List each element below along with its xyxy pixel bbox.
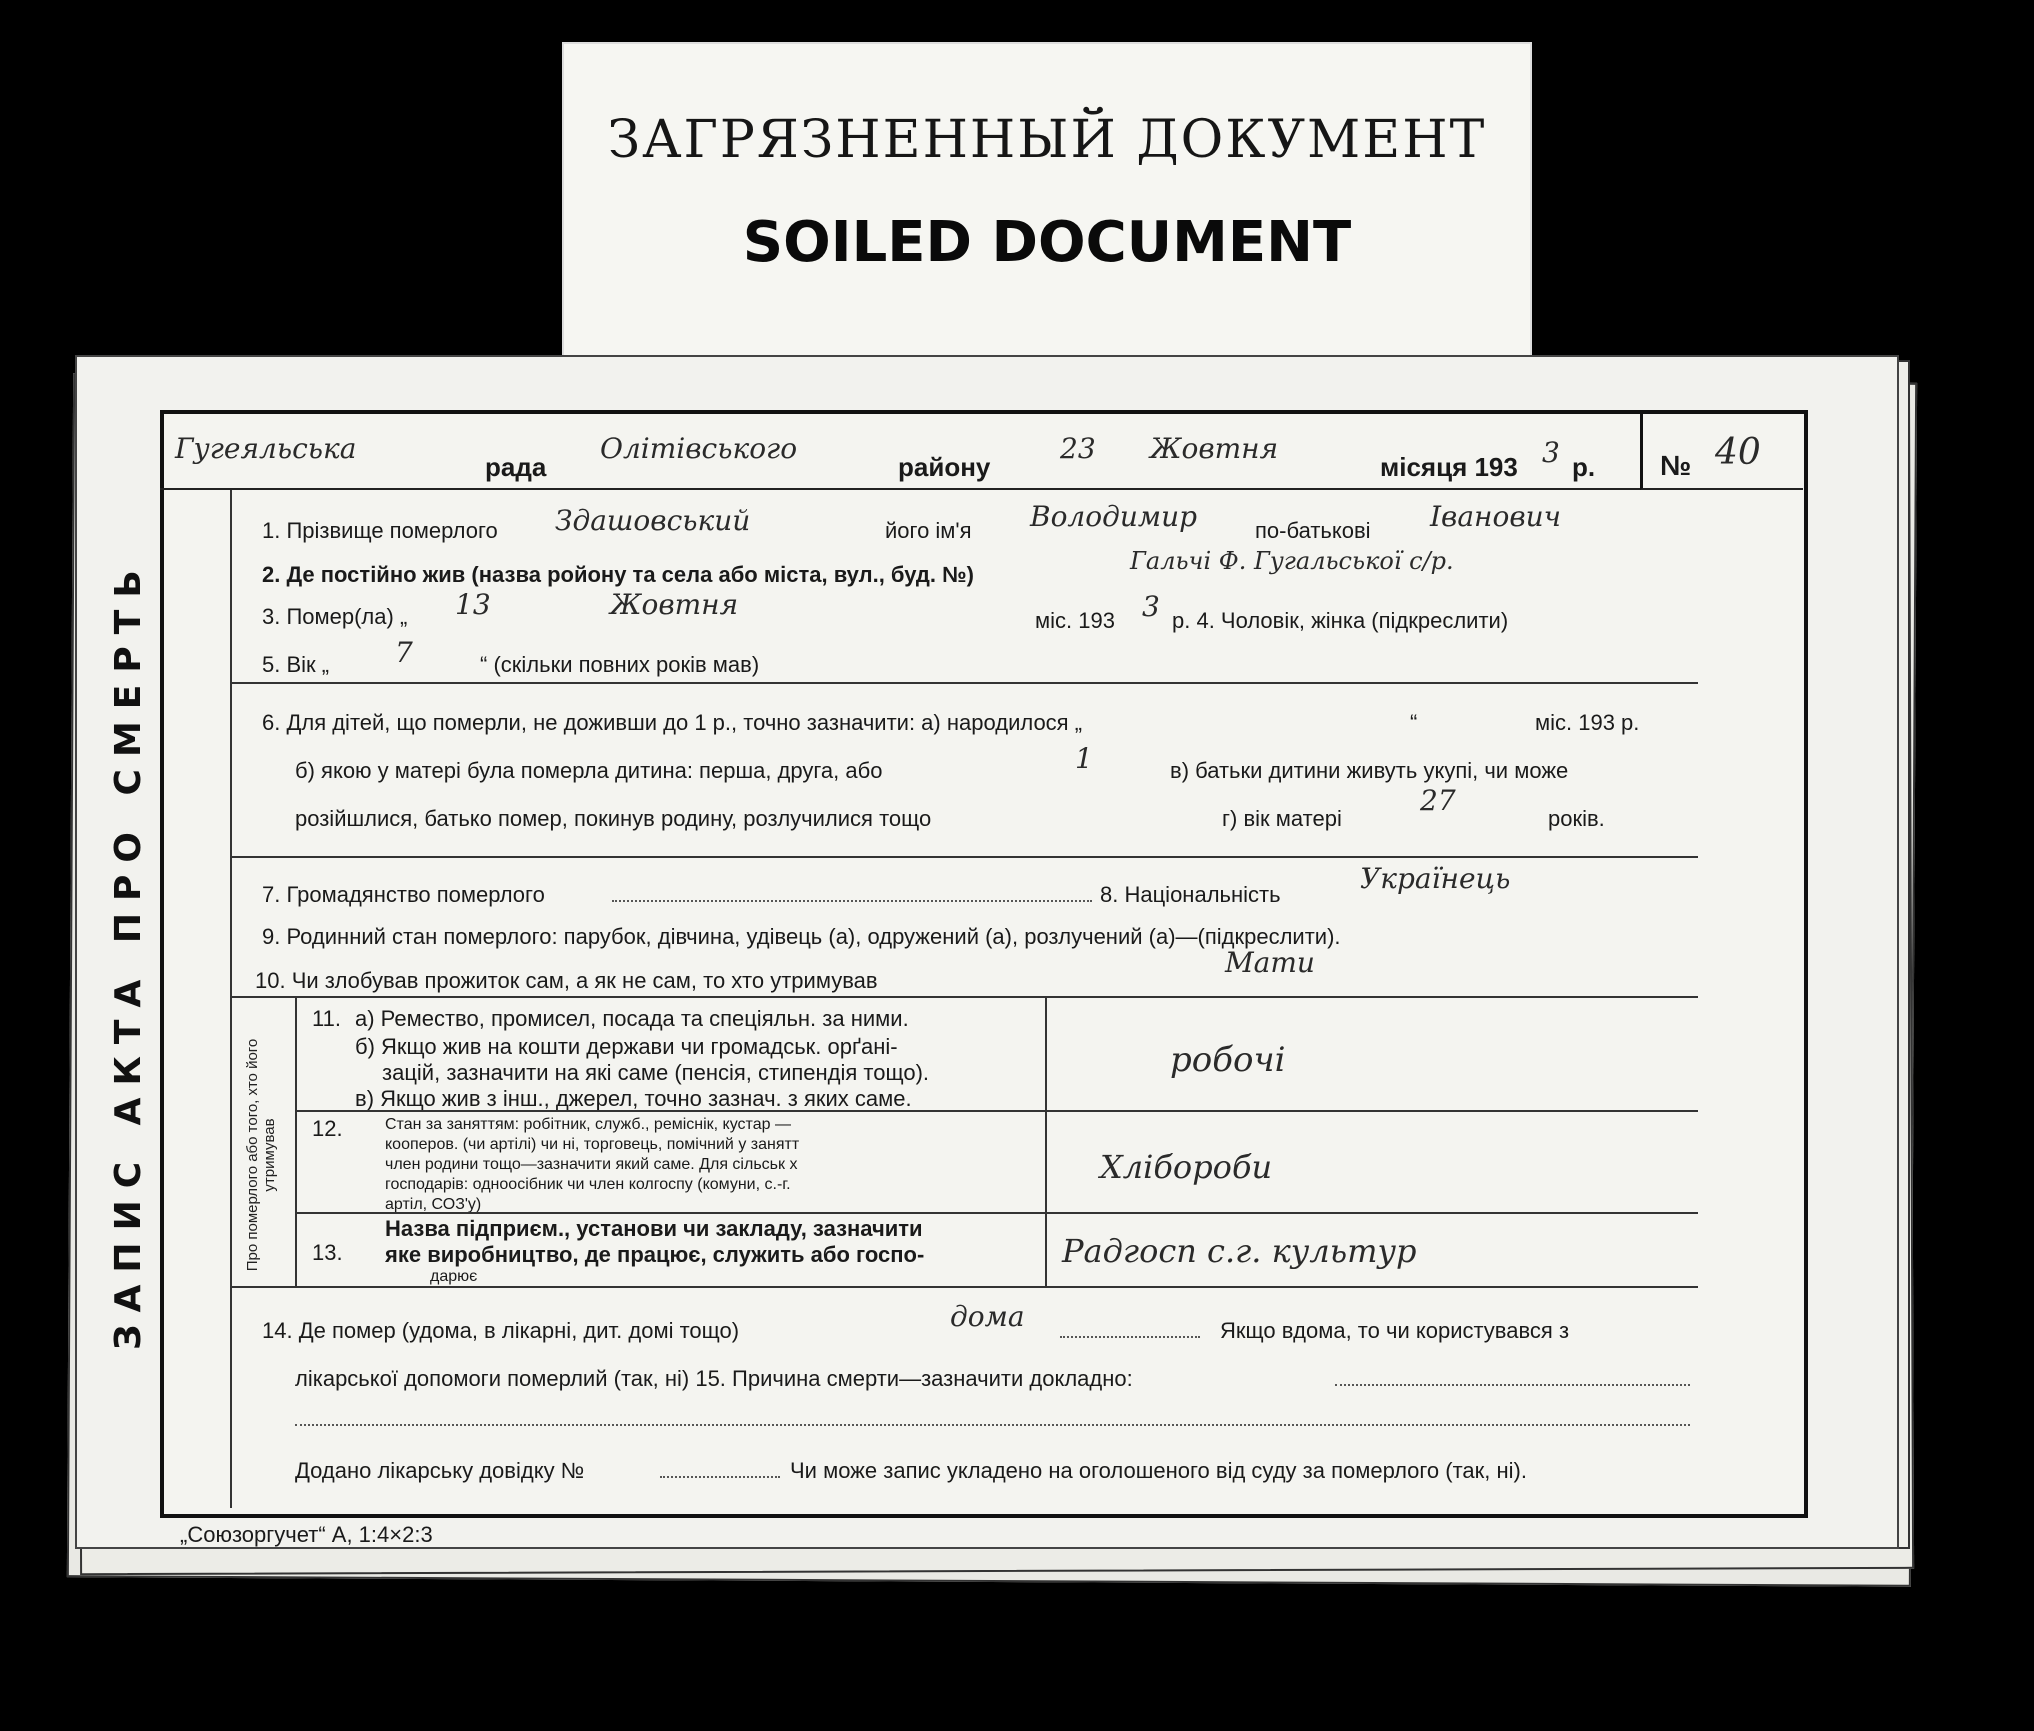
line6b-label: б) якою у матері була померла дитина: перша, друга, або [295,758,883,783]
death-year-handwritten: 3 [1142,590,1160,623]
line11-a: а) Ремество, промисел, посада та спеціяльн. за ними. [355,1006,909,1031]
line15-label: лікарської допомоги померлий (так, ні) 15. Причина смерти—зазначити докладно: [295,1366,1133,1391]
line7-blank [612,900,1092,902]
year-handwritten: 3 [1542,436,1560,469]
nationality-handwritten: Українець [1360,862,1511,895]
medical-certificate-label: Додано лікарську довідку № [295,1458,585,1483]
occupation-handwritten: робочі [1170,1040,1286,1080]
line14-blank [1060,1336,1200,1338]
line6a-mis: міс. 193 р. [1535,710,1640,735]
line12-num: 12. [312,1116,343,1141]
form-side-title: ЗАПИС АКТА ПРО СМЕРТЬ [108,558,149,1350]
line6a-label: 6. Для дітей, що померли, не доживши до 1 р., точно зазначити: а) народилося „ [262,710,1083,735]
place-of-death-handwritten: дома [950,1300,1025,1333]
month-handwritten: Жовтня [1150,432,1279,465]
divider [297,1212,1698,1214]
age-handwritten: 7 [395,636,413,669]
surname-handwritten: Здашовський [555,504,751,537]
line1-patronymic-label: по-батькові [1255,518,1371,543]
line13-num: 13. [312,1240,343,1265]
child-order-handwritten: 1 [1075,742,1093,775]
subtable-rule-right [1045,996,1047,1286]
line5-rest: “ (скільки повних років мав) [480,652,760,677]
line1-label: 1. Прізвище померлого [262,518,498,543]
line6c-rokiv: років. [1548,806,1605,831]
year-suffix: р. [1572,452,1596,482]
line12-t1: Стан за заняттям: робітник, служб., реміснік, кустар — [385,1116,791,1133]
label-russian: ЗАГРЯЗНЕННЫЙ ДОКУМЕНТ [607,110,1487,170]
line14-rest: Якщо вдома, то чи користувався з [1220,1318,1570,1343]
line11-b: б) Якщо жив на кошти держави чи громадськ. орґані- [355,1034,898,1059]
subtable-rule-left [295,996,297,1286]
line8-label: 8. Національність [1100,882,1281,907]
line14-label: 14. Де помер (удома, в лікарні, дит. домі тощо) [262,1318,740,1343]
day-handwritten: 23 [1060,432,1096,465]
number-handwritten: 40 [1715,432,1761,473]
side-column-rule [230,490,232,1508]
divider [232,856,1698,858]
line6c-mother-age-label: г) вік матері [1222,806,1342,831]
line6b-rest: в) батьки дитини живуть укупі, чи може [1170,758,1569,783]
line2-label: 2. Де постійно жив (назва ройону та села або міста, вул., буд. №) [262,562,974,587]
line12-t2: кооперов. (чи артілі) чи ні, торговець, помічний у занятт [385,1136,800,1153]
divider [297,1110,1698,1112]
death-day-handwritten: 13 [455,588,491,621]
line11-b2: зацій, зазначити на які саме (пенсія, стипендія тощо). [382,1060,930,1085]
divider [232,996,1698,998]
subtable-side-note: Про померлого або того, хто його утримував [244,1038,278,1272]
line11-v: в) Якщо жив з інш., джерел, точно зазнач. з яких саме. [355,1086,912,1111]
label-english: SOILED DOCUMENT [742,210,1352,275]
number-label: № [1660,450,1692,481]
month-year-label: місяця 193 [1380,452,1518,482]
cause-of-death-blank-2 [295,1424,1690,1426]
line1-name-label: його ім'я [885,518,972,543]
death-month-handwritten: Жовтня [610,588,739,621]
status-handwritten: Хлібороби [1100,1148,1273,1186]
line6a-quote: “ [1410,710,1418,735]
line11-num: 11. [312,1006,341,1031]
line5-label: 5. Вік „ [262,652,330,677]
line12-t4: господарів: одноосібник чи член колгоспу (комуни, с.-г. [385,1176,791,1193]
line13-t3: дарює [430,1268,478,1285]
rada-handwritten: Гугеяльська [175,432,357,465]
line6c-label: розійшлися, батько помер, покинув родину, розлучилися тощо [295,806,932,831]
line13-t2: яке виробництво, де працює, служить або госпо- [385,1242,925,1267]
divider [232,682,1698,684]
rayon-label: району [898,452,991,482]
line10-label: 10. Чи злобував прожиток сам, а як не сам, то хто утримував [255,968,878,993]
line12-t5: артіл, СОЗ'у) [385,1196,482,1213]
line3-label: 3. Помер(ла) „ [262,604,408,629]
patronymic-handwritten: Іванович [1430,500,1562,533]
line13-t1: Назва підприєм., установи чи закладу, зазначити [385,1216,923,1241]
line12-t3: член родини тощо—зазначити який саме. Для сільськ х [385,1156,798,1173]
cause-of-death-blank [1335,1384,1690,1386]
rayon-handwritten: Олітівського [600,432,798,465]
divider [232,1286,1698,1288]
line3-mis-label: міс. 193 [1035,608,1115,633]
mother-age-handwritten: 27 [1420,784,1456,817]
supporter-handwritten: Мати [1225,946,1315,979]
certificate-number-blank [660,1476,780,1478]
court-record-question: Чи може запис укладено на оголошеного від суду за померлого (так, ні). [790,1458,1527,1483]
soiled-document-label [562,42,1532,372]
residence-handwritten: Гальчі Ф. Гугальської с/р. [1130,547,1454,575]
line3-sex-label: р. 4. Чоловік, жінка (підкреслити) [1172,608,1509,633]
name-handwritten: Володимир [1030,500,1198,533]
rada-label: рада [485,452,547,482]
line7-label: 7. Громадянство померлого [262,882,545,907]
printer-mark: „Союзоргучет“ А, 1:4×2:3 [180,1522,433,1547]
workplace-handwritten: Радгосп с.г. культур [1062,1232,1417,1270]
line9-label: 9. Родинний стан померлого: парубок, дівчина, удівець (а), одружений (а), розлучений (а)—(підкреслити). [262,924,1341,949]
